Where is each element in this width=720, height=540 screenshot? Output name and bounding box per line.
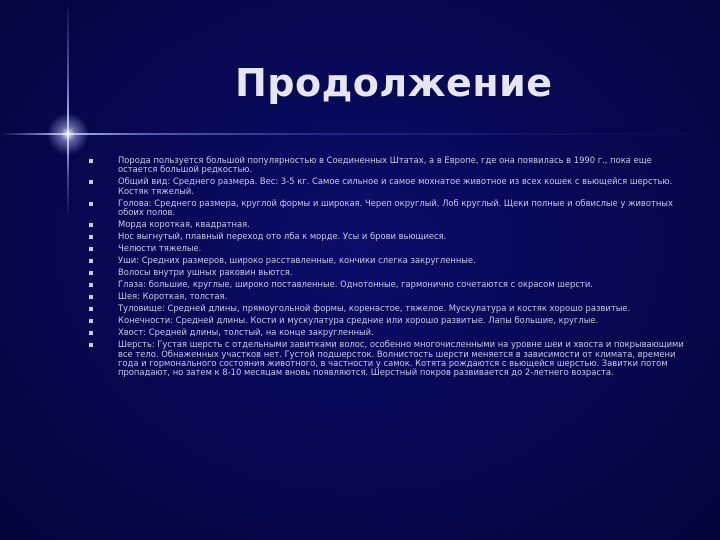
star-flare-horizontal — [0, 133, 720, 135]
square-bullet-icon — [89, 180, 93, 184]
list-item-text: Туловище: Средней длины, прямоугольной формы, коренастое, тяжелое. Мускулатура и костяк хорошо развитые. — [118, 303, 631, 314]
square-bullet-icon — [89, 247, 93, 251]
square-bullet-icon — [89, 159, 93, 163]
list-item-text: Порода пользуется большой популярностью в Соединенных Штатах, а в Европе, где она появилась в 1990 г., пока еще остается большой редкостью. — [118, 155, 652, 175]
list-item-text: Шея: Короткая, толстая. — [118, 291, 228, 302]
star-flare-vertical — [67, 0, 69, 220]
list-item-text: Общий вид: Среднего размера. Вес: 3-5 кг. Самое сильное и самое мохнатое животное из всех кошек с вьющейся шерстью. Костяк тяжелый. — [118, 176, 673, 196]
slide-title: Продолжение — [235, 61, 553, 105]
list-item — [88, 256, 686, 265]
list-item — [88, 244, 686, 253]
list-item — [88, 156, 686, 175]
list-item-text: Голова: Среднего размера, круглой формы и широкая. Череп округлый. Лоб круглый. Щеки полные и обвислые у животных обоих полов. — [118, 197, 673, 218]
list-item-text: Морда короткая, квадратная. — [118, 219, 250, 230]
list-item — [88, 304, 686, 313]
list-item-text: Глаза: большие, круглые, широко поставленные. Однотонные, гармонично сочетаются с окрасом шерсти. — [118, 279, 593, 290]
square-bullet-icon — [89, 223, 93, 227]
list-item-text: Уши: Средних размеров, широко расставленные, кончики слегка закругленные. — [118, 255, 476, 266]
square-bullet-icon — [89, 283, 93, 287]
list-item — [88, 292, 686, 301]
list-item-text: Конечности: Средней длины. Кости и мускулатура средние или хорошо развитые. Лапы большие, круглые. — [118, 315, 599, 326]
list-item — [88, 177, 686, 196]
list-item — [88, 280, 686, 289]
list-item-text: Хвост: Средней длины, толстый, на конце закругленный. — [118, 327, 374, 338]
list-item — [88, 268, 686, 277]
square-bullet-icon — [89, 235, 93, 239]
square-bullet-icon — [89, 331, 93, 335]
list-item-text: Шерсть: Густая шерсть с отдельными завитками волос, особенно многочисленными на уровне шеи и хвоста и покрывающими все тело. Обнаженных участков нет. Густой подшерсток. Волнистость шерсти меняется в зависимости от климата, времени года и гормонального состояния животного, в частности у самок. Котята рождаются с вьющейся шерстью. Завитки потом пропадают, но затем к 8-10 месяцам вновь появляются. Шерстный покров развивается до 2-летнего возраста. — [118, 339, 684, 378]
square-bullet-icon — [89, 307, 93, 311]
square-bullet-icon — [89, 259, 93, 263]
bullet-list — [88, 156, 686, 380]
list-item-text: Челюсти тяжелые. — [118, 243, 202, 254]
list-item — [88, 232, 686, 241]
list-item — [88, 220, 686, 229]
list-item — [88, 340, 686, 378]
star-flare-icon — [47, 113, 89, 155]
list-item — [88, 328, 686, 337]
square-bullet-icon — [89, 319, 93, 323]
square-bullet-icon — [89, 271, 93, 275]
square-bullet-icon — [89, 295, 93, 299]
list-item-text: Волосы внутри ушных раковин вьются. — [118, 267, 293, 278]
list-item — [88, 316, 686, 325]
list-item — [88, 199, 686, 218]
square-bullet-icon — [89, 202, 93, 206]
list-item-text: Нос выгнутый, плавный переход ото лба к морде. Усы и брови вьющиеся. — [118, 231, 447, 242]
square-bullet-icon — [89, 343, 93, 347]
